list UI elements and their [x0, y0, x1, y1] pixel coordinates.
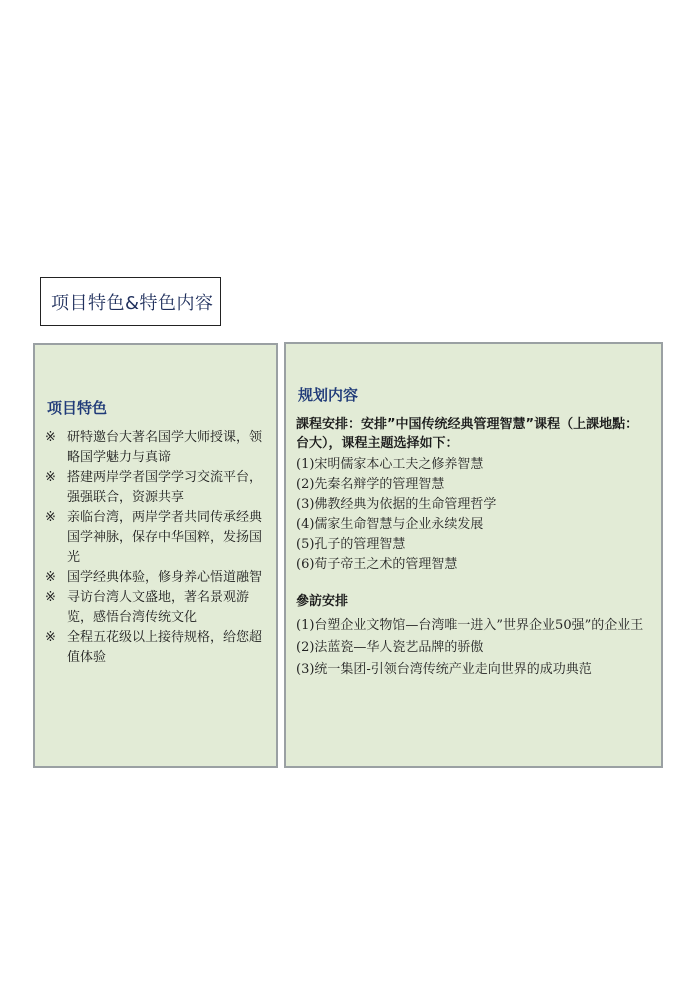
feature-text: 国学经典体验，修身养心悟道融智 — [67, 570, 263, 585]
feature-text: 全程五花级以上接待规格，给您超值体验 — [67, 630, 263, 665]
feature-item — [45, 428, 266, 468]
feature-text: 搭建两岸学者国学学习交流平台，强强联合，资源共享 — [67, 470, 263, 505]
features-panel — [33, 343, 278, 768]
visit-item: (3)统一集团-引领台湾传统产业走向世界的成功典范 — [296, 662, 592, 677]
feature-item — [45, 628, 266, 668]
planning-panel — [284, 342, 663, 768]
course-intro: 課程安排：安排”中国传统经典管理智慧”课程（上課地點：台大），课程主题选择如下： — [296, 417, 639, 451]
features-list — [45, 428, 266, 668]
reference-mark-icon: ※ — [45, 470, 56, 485]
course-item: (5)孔子的管理智慧 — [296, 537, 406, 552]
planning-title: 规划内容 — [298, 386, 359, 404]
reference-mark-icon: ※ — [45, 570, 56, 585]
feature-text: 寻访台湾人文盛地，著名景观游览，感悟台湾传统文化 — [67, 590, 250, 625]
feature-item — [45, 588, 266, 628]
course-item: (2)先秦名辩学的管理智慧 — [296, 477, 445, 492]
feature-text: 研特邀台大著名国学大师授课，领略国学魅力与真谛 — [67, 430, 263, 465]
course-item: (4)儒家生命智慧与企业永续发展 — [296, 517, 484, 532]
visit-item: (2)法蓝瓷—华人瓷艺品牌的骄傲 — [296, 640, 484, 655]
section-header-box — [40, 277, 221, 326]
page-title: 项目特色&特色内容 — [51, 292, 214, 314]
reference-mark-icon: ※ — [45, 430, 56, 445]
visit-item: (1)台塑企业文物馆—台湾唯一进入”世界企业50强”的企业王 — [296, 618, 644, 633]
visit-list — [296, 616, 651, 680]
course-list — [296, 455, 651, 575]
feature-text: 亲临台湾，两岸学者共同传承经典国学神脉，保存中华国粹，发扬国光 — [67, 510, 263, 565]
reference-mark-icon: ※ — [45, 510, 56, 525]
visit-title: 參訪安排 — [296, 594, 349, 609]
feature-item — [45, 568, 266, 588]
features-title: 项目特色 — [47, 399, 108, 417]
feature-item — [45, 468, 266, 508]
reference-mark-icon: ※ — [45, 590, 56, 605]
course-item: (3)佛教经典为依据的生命管理哲学 — [296, 497, 497, 512]
reference-mark-icon: ※ — [45, 630, 56, 645]
feature-item — [45, 508, 266, 568]
course-item: (1)宋明儒家本心工夫之修养智慧 — [296, 457, 484, 472]
course-item: (6)荀子帝王之术的管理智慧 — [296, 557, 458, 572]
